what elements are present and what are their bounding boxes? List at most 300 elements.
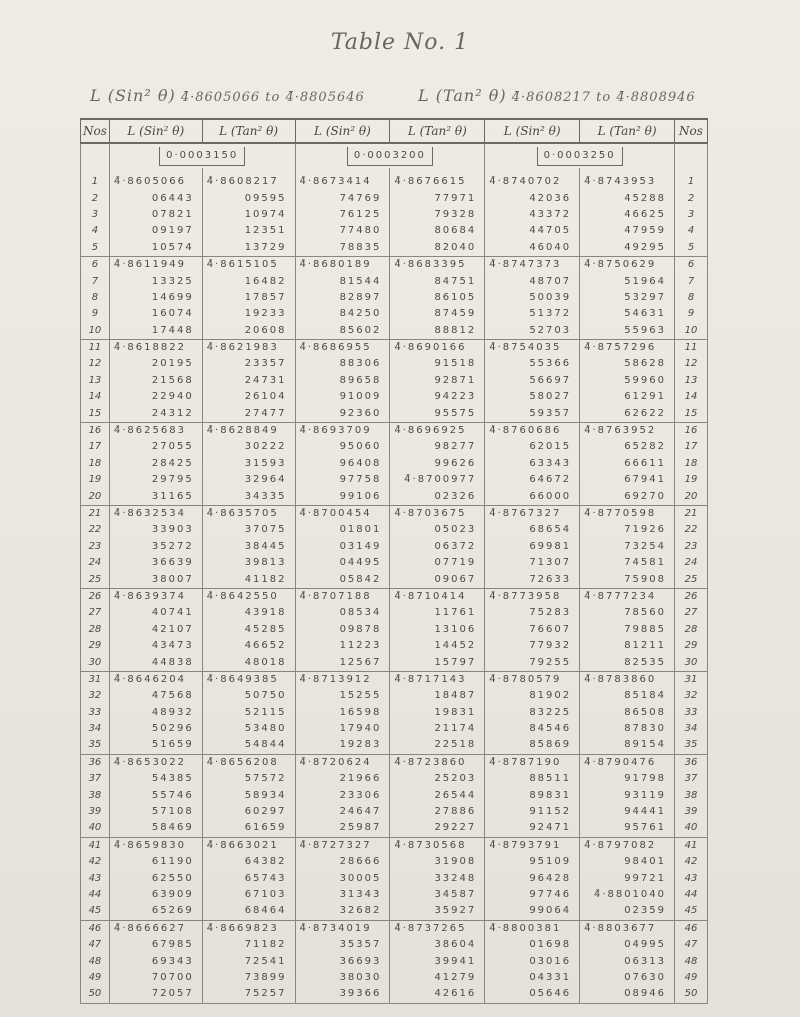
log-value-cell: 4̄·8635705 xyxy=(202,505,295,522)
log-value-cell: 69981 xyxy=(485,539,580,555)
log-value-cell: 60297 xyxy=(202,804,295,820)
table-row xyxy=(81,207,708,223)
log-value-cell: 54631 xyxy=(580,306,675,322)
row-number-cell: 42 xyxy=(81,854,110,870)
table-row xyxy=(81,870,708,886)
log-value-cell: 30222 xyxy=(202,439,295,455)
log-value-cell: 71307 xyxy=(485,555,580,571)
log-value-cell: 93119 xyxy=(580,787,675,803)
table-row xyxy=(81,837,708,854)
log-value-cell: 13325 xyxy=(109,273,202,289)
row-number-cell: 9 xyxy=(675,306,708,322)
log-value-cell: 66000 xyxy=(485,488,580,505)
log-value-cell: 22940 xyxy=(109,389,202,405)
table-row xyxy=(81,970,708,986)
table-row xyxy=(81,306,708,322)
log-value-cell: 58934 xyxy=(202,787,295,803)
row-number-cell: 9 xyxy=(81,306,110,322)
log-value-cell: 35272 xyxy=(109,539,202,555)
row-number-cell: 32 xyxy=(675,688,708,704)
log-value-cell: 75283 xyxy=(485,605,580,621)
row-number-cell: 33 xyxy=(675,705,708,721)
table-row xyxy=(81,488,708,505)
log-value-cell: 4̄·8680189 xyxy=(295,256,390,273)
row-number-cell: 40 xyxy=(675,820,708,837)
log-value-cell: 27886 xyxy=(390,804,485,820)
log-value-cell: 47959 xyxy=(580,223,675,239)
table-row xyxy=(81,754,708,771)
log-value-cell: 4̄·8793791 xyxy=(485,837,580,854)
table-row xyxy=(81,405,708,422)
log-value-cell: 10974 xyxy=(202,207,295,223)
row-number-cell: 43 xyxy=(675,870,708,886)
log-value-cell: 55746 xyxy=(109,787,202,803)
log-value-cell: 33248 xyxy=(390,870,485,886)
log-value-cell: 31343 xyxy=(295,887,390,903)
table-row xyxy=(81,174,708,190)
row-number-cell: 21 xyxy=(675,505,708,522)
difference-box-1: 0·0003150 xyxy=(159,147,245,166)
log-value-cell: 4̄·8659830 xyxy=(109,837,202,854)
log-value-cell: 45285 xyxy=(202,622,295,638)
log-value-cell: 72057 xyxy=(109,986,202,1003)
log-value-cell: 10574 xyxy=(109,240,202,257)
log-value-cell: 95060 xyxy=(295,439,390,455)
row-number-cell: 2 xyxy=(81,190,110,206)
log-value-cell: 83225 xyxy=(485,705,580,721)
log-value-cell: 85869 xyxy=(485,737,580,754)
log-value-cell: 47568 xyxy=(109,688,202,704)
log-value-cell: 51659 xyxy=(109,737,202,754)
log-value-cell: 4̄·8653022 xyxy=(109,754,202,771)
row-number-cell: 45 xyxy=(81,903,110,920)
row-number-cell: 3 xyxy=(81,207,110,223)
log-value-cell: 4̄·8700977 xyxy=(390,472,485,488)
log-value-cell: 4̄·8801040 xyxy=(580,887,675,903)
row-number-cell: 41 xyxy=(675,837,708,854)
log-value-cell: 4̄·8717143 xyxy=(390,671,485,688)
log-value-cell: 72633 xyxy=(485,571,580,588)
log-value-cell: 4̄·8700454 xyxy=(295,505,390,522)
log-value-cell: 55963 xyxy=(580,323,675,340)
log-value-cell: 05842 xyxy=(295,571,390,588)
table-row xyxy=(81,539,708,555)
log-value-cell: 42616 xyxy=(390,986,485,1003)
row-number-cell: 31 xyxy=(675,671,708,688)
log-value-cell: 58027 xyxy=(485,389,580,405)
row-number-cell: 46 xyxy=(675,920,708,937)
log-value-cell: 39813 xyxy=(202,555,295,571)
row-number-cell: 39 xyxy=(675,804,708,820)
log-value-cell: 14452 xyxy=(390,638,485,654)
log-value-cell: 61291 xyxy=(580,389,675,405)
table-row xyxy=(81,373,708,389)
log-value-cell: 4̄·8605066 xyxy=(109,174,202,190)
log-value-cell: 73899 xyxy=(202,970,295,986)
log-value-cell: 85602 xyxy=(295,323,390,340)
log-value-cell: 06372 xyxy=(390,539,485,555)
log-value-cell: 80684 xyxy=(390,223,485,239)
log-value-cell: 71926 xyxy=(580,522,675,538)
log-value-cell: 07630 xyxy=(580,970,675,986)
log-value-cell: 75257 xyxy=(202,986,295,1003)
log-value-cell: 4̄·8625683 xyxy=(109,422,202,439)
row-number-cell: 20 xyxy=(675,488,708,505)
log-value-cell: 65282 xyxy=(580,439,675,455)
row-number-cell: 28 xyxy=(81,622,110,638)
log-value-cell: 30005 xyxy=(295,870,390,886)
log-value-cell: 4̄·8783860 xyxy=(580,671,675,688)
row-number-cell: 49 xyxy=(675,970,708,986)
log-value-cell: 31593 xyxy=(202,456,295,472)
row-number-cell: 45 xyxy=(675,903,708,920)
log-value-cell: 69270 xyxy=(580,488,675,505)
log-value-cell: 4̄·8663021 xyxy=(202,837,295,854)
row-number-cell: 12 xyxy=(675,356,708,372)
log-value-cell: 08946 xyxy=(580,986,675,1003)
log-value-cell: 36639 xyxy=(109,555,202,571)
log-value-cell: 94441 xyxy=(580,804,675,820)
tan-range-caption xyxy=(418,86,696,105)
log-value-cell: 4̄·8777234 xyxy=(580,588,675,605)
log-value-cell: 02326 xyxy=(390,488,485,505)
row-number-cell: 1 xyxy=(81,174,110,190)
log-value-cell: 82040 xyxy=(390,240,485,257)
table-row xyxy=(81,571,708,588)
table-row xyxy=(81,622,708,638)
row-number-cell: 44 xyxy=(81,887,110,903)
table-row xyxy=(81,854,708,870)
log-value-cell: 17940 xyxy=(295,721,390,737)
log-value-cell: 4̄·8730568 xyxy=(390,837,485,854)
log-value-cell: 4̄·8683395 xyxy=(390,256,485,273)
row-number-cell: 32 xyxy=(81,688,110,704)
log-value-cell: 28425 xyxy=(109,456,202,472)
log-value-cell: 07821 xyxy=(109,207,202,223)
row-number-cell: 34 xyxy=(675,721,708,737)
log-value-cell: 38604 xyxy=(390,937,485,953)
log-value-cell: 61190 xyxy=(109,854,202,870)
log-table-wrapper xyxy=(80,118,708,1004)
log-value-cell: 4̄·8800381 xyxy=(485,920,580,937)
log-value-cell: 02359 xyxy=(580,903,675,920)
row-number-cell: 23 xyxy=(675,539,708,555)
row-number-cell: 11 xyxy=(81,339,110,356)
row-number-cell: 24 xyxy=(675,555,708,571)
header-row xyxy=(81,119,708,143)
row-number-cell: 35 xyxy=(81,737,110,754)
log-value-cell: 95575 xyxy=(390,405,485,422)
table-row xyxy=(81,654,708,671)
page-title: Table No. 1 xyxy=(330,30,470,55)
log-value-cell: 40741 xyxy=(109,605,202,621)
log-value-cell: 09878 xyxy=(295,622,390,638)
table-row xyxy=(81,820,708,837)
sin-range-caption xyxy=(90,86,365,105)
log-value-cell: 74769 xyxy=(295,190,390,206)
log-value-cell: 4̄·8734019 xyxy=(295,920,390,937)
log-value-cell: 67103 xyxy=(202,887,295,903)
log-value-cell: 41279 xyxy=(390,970,485,986)
row-number-cell: 50 xyxy=(81,986,110,1003)
row-number-cell: 25 xyxy=(675,571,708,588)
row-number-cell: 50 xyxy=(675,986,708,1003)
log-value-cell: 25987 xyxy=(295,820,390,837)
log-value-cell: 56697 xyxy=(485,373,580,389)
row-number-cell: 22 xyxy=(675,522,708,538)
log-value-cell: 16074 xyxy=(109,306,202,322)
table-row xyxy=(81,356,708,372)
row-number-cell: 14 xyxy=(81,389,110,405)
log-value-cell: 48932 xyxy=(109,705,202,721)
row-number-cell: 14 xyxy=(675,389,708,405)
log-value-cell: 95109 xyxy=(485,854,580,870)
row-number-cell: 28 xyxy=(675,622,708,638)
log-value-cell: 86508 xyxy=(580,705,675,721)
table-row xyxy=(81,290,708,306)
row-number-cell: 36 xyxy=(675,754,708,771)
log-value-cell: 84250 xyxy=(295,306,390,322)
log-value-cell: 15255 xyxy=(295,688,390,704)
log-value-cell: 4̄·8790476 xyxy=(580,754,675,771)
log-value-cell: 18487 xyxy=(390,688,485,704)
log-value-cell: 27477 xyxy=(202,405,295,422)
log-value-cell: 4̄·8763952 xyxy=(580,422,675,439)
log-value-cell: 4̄·8803677 xyxy=(580,920,675,937)
log-value-cell: 15797 xyxy=(390,654,485,671)
log-value-cell: 50039 xyxy=(485,290,580,306)
log-value-cell: 55366 xyxy=(485,356,580,372)
col-header-nos-right: Nos xyxy=(675,119,708,143)
row-number-cell: 33 xyxy=(81,705,110,721)
log-value-cell: 03149 xyxy=(295,539,390,555)
log-value-cell: 4̄·8757296 xyxy=(580,339,675,356)
log-value-cell: 57108 xyxy=(109,804,202,820)
row-number-cell: 5 xyxy=(675,240,708,257)
log-value-cell: 35357 xyxy=(295,937,390,953)
log-value-cell: 92471 xyxy=(485,820,580,837)
log-value-cell: 4̄·8727327 xyxy=(295,837,390,854)
log-value-cell: 68464 xyxy=(202,903,295,920)
row-number-cell: 4 xyxy=(675,223,708,239)
log-value-cell: 4̄·8703675 xyxy=(390,505,485,522)
log-value-cell: 97746 xyxy=(485,887,580,903)
log-value-cell: 50296 xyxy=(109,721,202,737)
log-value-cell: 13729 xyxy=(202,240,295,257)
log-value-cell: 24731 xyxy=(202,373,295,389)
log-value-cell: 46040 xyxy=(485,240,580,257)
table-body xyxy=(81,143,708,1003)
log-value-cell: 81211 xyxy=(580,638,675,654)
row-number-cell: 2 xyxy=(675,190,708,206)
log-value-cell: 54844 xyxy=(202,737,295,754)
log-value-cell: 86105 xyxy=(390,290,485,306)
table-row xyxy=(81,887,708,903)
sin-range-text: 4̄·8605066 to 4̄·8805646 xyxy=(180,90,365,105)
log-value-cell: 54385 xyxy=(109,771,202,787)
log-value-cell: 44838 xyxy=(109,654,202,671)
log-value-cell: 01801 xyxy=(295,522,390,538)
log-value-cell: 23357 xyxy=(202,356,295,372)
table-row xyxy=(81,588,708,605)
log-value-cell: 72541 xyxy=(202,953,295,969)
log-value-cell: 79255 xyxy=(485,654,580,671)
log-value-cell: 21568 xyxy=(109,373,202,389)
log-value-cell: 4̄·8780579 xyxy=(485,671,580,688)
log-value-cell: 31908 xyxy=(390,854,485,870)
row-number-cell: 19 xyxy=(675,472,708,488)
log-value-cell: 37075 xyxy=(202,522,295,538)
table-row xyxy=(81,688,708,704)
log-value-cell: 19233 xyxy=(202,306,295,322)
table-row xyxy=(81,256,708,273)
log-value-cell: 78560 xyxy=(580,605,675,621)
row-number-cell: 7 xyxy=(675,273,708,289)
log-value-cell: 09595 xyxy=(202,190,295,206)
log-value-cell: 4̄·8787190 xyxy=(485,754,580,771)
table-row xyxy=(81,223,708,239)
difference-box-3: 0·0003250 xyxy=(537,147,623,166)
log-value-cell: 4̄·8639374 xyxy=(109,588,202,605)
log-value-cell: 19831 xyxy=(390,705,485,721)
log-value-cell: 36693 xyxy=(295,953,390,969)
log-value-cell: 50750 xyxy=(202,688,295,704)
row-number-cell: 38 xyxy=(675,787,708,803)
log-value-cell: 35927 xyxy=(390,903,485,920)
log-value-cell: 4̄·8723860 xyxy=(390,754,485,771)
difference-cell-3 xyxy=(485,143,675,168)
log-value-cell: 4̄·8737265 xyxy=(390,920,485,937)
row-number-cell: 47 xyxy=(675,937,708,953)
log-value-cell: 01698 xyxy=(485,937,580,953)
log-value-cell: 4̄·8754035 xyxy=(485,339,580,356)
log-value-cell: 87830 xyxy=(580,721,675,737)
row-number-cell: 6 xyxy=(675,256,708,273)
log-value-cell: 06313 xyxy=(580,953,675,969)
log-value-cell: 23306 xyxy=(295,787,390,803)
log-value-cell: 21966 xyxy=(295,771,390,787)
log-value-cell: 63909 xyxy=(109,887,202,903)
log-value-cell: 05023 xyxy=(390,522,485,538)
log-value-cell: 4̄·8760686 xyxy=(485,422,580,439)
row-number-cell: 34 xyxy=(81,721,110,737)
log-value-cell: 4̄·8642550 xyxy=(202,588,295,605)
table-row xyxy=(81,804,708,820)
log-value-cell: 07719 xyxy=(390,555,485,571)
log-value-cell: 4̄·8649385 xyxy=(202,671,295,688)
log-value-cell: 4̄·8696925 xyxy=(390,422,485,439)
log-value-cell: 4̄·8686955 xyxy=(295,339,390,356)
row-number-cell: 17 xyxy=(675,439,708,455)
log-value-cell: 4̄·8720624 xyxy=(295,754,390,771)
log-value-cell: 04495 xyxy=(295,555,390,571)
row-number-cell: 10 xyxy=(81,323,110,340)
log-value-cell: 46652 xyxy=(202,638,295,654)
log-value-cell: 62550 xyxy=(109,870,202,886)
log-value-cell: 88511 xyxy=(485,771,580,787)
log-value-cell: 95761 xyxy=(580,820,675,837)
log-value-cell: 64672 xyxy=(485,472,580,488)
log-value-cell: 22518 xyxy=(390,737,485,754)
log-value-cell: 26544 xyxy=(390,787,485,803)
log-value-cell: 81902 xyxy=(485,688,580,704)
log-value-cell: 4̄·8743953 xyxy=(580,174,675,190)
table-row xyxy=(81,920,708,937)
col-header-tan-2: L (Tan² θ) xyxy=(390,119,485,143)
tan-range-text: 4̄·8608217 to 4̄·8808946 xyxy=(511,90,696,105)
log-value-cell: 91152 xyxy=(485,804,580,820)
log-value-cell: 65269 xyxy=(109,903,202,920)
log-value-cell: 98277 xyxy=(390,439,485,455)
log-value-cell: 29795 xyxy=(109,472,202,488)
row-number-cell: 21 xyxy=(81,505,110,522)
row-number-cell: 48 xyxy=(675,953,708,969)
table-row xyxy=(81,721,708,737)
log-value-cell: 11761 xyxy=(390,605,485,621)
row-number-cell: 43 xyxy=(81,870,110,886)
log-value-cell: 48018 xyxy=(202,654,295,671)
log-value-cell: 92360 xyxy=(295,405,390,422)
log-value-cell: 99064 xyxy=(485,903,580,920)
col-header-tan-3: L (Tan² θ) xyxy=(580,119,675,143)
log-value-cell: 4̄·8628849 xyxy=(202,422,295,439)
row-number-cell: 5 xyxy=(81,240,110,257)
row-number-cell: 30 xyxy=(81,654,110,671)
log-value-cell: 38030 xyxy=(295,970,390,986)
row-number-cell: 12 xyxy=(81,356,110,372)
log-value-cell: 4̄·8611949 xyxy=(109,256,202,273)
col-header-nos: Nos xyxy=(81,119,110,143)
log-value-cell: 82535 xyxy=(580,654,675,671)
row-number-cell: 27 xyxy=(81,605,110,621)
log-value-cell: 4̄·8676615 xyxy=(390,174,485,190)
log-value-cell: 04995 xyxy=(580,937,675,953)
log-value-cell: 13106 xyxy=(390,622,485,638)
table-row xyxy=(81,771,708,787)
log-value-cell: 57572 xyxy=(202,771,295,787)
log-value-cell: 4̄·8632534 xyxy=(109,505,202,522)
log-value-cell: 12567 xyxy=(295,654,390,671)
log-value-cell: 79328 xyxy=(390,207,485,223)
log-value-cell: 32964 xyxy=(202,472,295,488)
log-value-cell: 53297 xyxy=(580,290,675,306)
log-value-cell: 58628 xyxy=(580,356,675,372)
col-header-sin-3: L (Sin² θ) xyxy=(485,119,580,143)
log-value-cell: 84751 xyxy=(390,273,485,289)
log-value-cell: 51372 xyxy=(485,306,580,322)
log-value-cell: 46625 xyxy=(580,207,675,223)
table-row xyxy=(81,937,708,953)
log-value-cell: 89658 xyxy=(295,373,390,389)
log-value-cell: 84546 xyxy=(485,721,580,737)
log-value-cell: 4̄·8750629 xyxy=(580,256,675,273)
difference-cell-1 xyxy=(109,143,295,168)
row-number-cell: 13 xyxy=(81,373,110,389)
log-value-cell: 38445 xyxy=(202,539,295,555)
log-value-cell: 16598 xyxy=(295,705,390,721)
row-number-cell: 29 xyxy=(81,638,110,654)
table-row xyxy=(81,605,708,621)
log-value-cell: 73254 xyxy=(580,539,675,555)
log-value-cell: 77971 xyxy=(390,190,485,206)
row-number-cell: 25 xyxy=(81,571,110,588)
row-number-cell: 11 xyxy=(675,339,708,356)
log-value-cell: 14699 xyxy=(109,290,202,306)
row-number-cell: 20 xyxy=(81,488,110,505)
row-number-cell: 22 xyxy=(81,522,110,538)
log-value-cell: 76125 xyxy=(295,207,390,223)
table-row xyxy=(81,737,708,754)
